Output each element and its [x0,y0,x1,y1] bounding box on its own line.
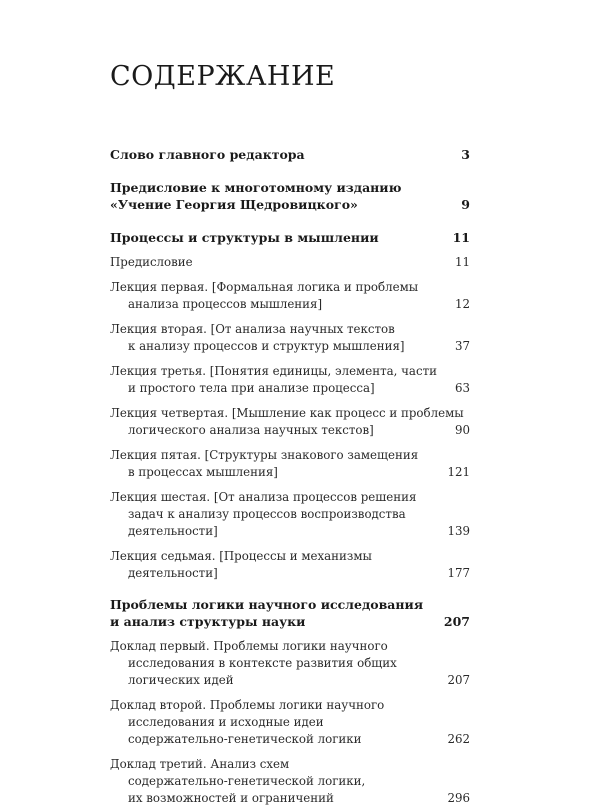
toc-page-number: 37 [454,339,470,353]
toc-page-number: 9 [461,197,470,212]
toc-entry[interactable] [110,279,470,313]
toc-entry[interactable] [110,363,470,397]
toc-entry-line: в процессах мышления] [128,465,278,479]
toc-entry-line: и простого тела при анализе процесса] [128,381,375,395]
toc-entry-title [110,146,410,163]
toc-entry-line: анализа процессов мышления] [128,297,323,311]
toc-entry-line: и анализ структуры науки [110,614,306,629]
toc-entry-title [110,363,437,397]
toc-entry-line: задач к анализу процессов воспроизводства [128,507,406,521]
toc-page-number: 262 [447,732,470,746]
toc-entry-title [110,179,410,213]
toc-entry-line: Лекция третья. [Понятия единицы, элемента, части [110,364,437,378]
toc-entry-line: Процессы и структуры в мышлении [110,230,379,245]
toc-entry-title [110,279,419,313]
toc-entry-line: Доклад второй. Проблемы логики научного [110,698,385,712]
toc-entry-title [110,489,417,540]
toc-entry-line: Лекция пятая. [Структуры знакового замещения [110,448,419,462]
toc-page-number: 177 [447,566,470,580]
toc-page-number: 63 [454,381,470,395]
toc-entry-line: Лекция седьмая. [Процессы и механизмы [110,549,372,563]
toc-entry-line: Доклад первый. Проблемы логики научного [110,639,388,653]
toc-entry-line: деятельности] [128,524,218,538]
toc-entry-line: деятельности] [128,566,218,580]
toc-entry-line: Лекция первая. [Формальная логика и проблемы [110,280,419,294]
toc-entry[interactable] [110,321,470,355]
toc-entry-title [110,447,419,481]
toc-entry-line: Слово главного редактора [110,147,305,162]
toc-page-number: 3 [461,147,470,162]
toc-page [110,0,470,805]
toc-entry[interactable] [110,548,470,582]
toc-entry-line: «Учение Георгия Щедровицкого» [110,197,358,212]
toc-entry[interactable] [110,179,470,213]
toc-entry-title [110,596,424,630]
toc-entry[interactable] [110,638,470,689]
toc-page-number: 11 [452,230,470,245]
toc-entry-title [110,321,410,355]
toc-entry-line: к анализу процессов и структур мышления] [128,339,405,353]
toc-entry-line: логического анализа научных текстов] [128,423,374,437]
toc-entry-title [110,548,410,582]
toc-page-number: 11 [454,255,470,269]
toc-entry[interactable] [110,489,470,540]
toc-entry-line: Лекция вторая. [От анализа научных текстов [110,322,395,336]
toc-entry-line: содержательно-генетической логики, [128,774,366,788]
toc-entry[interactable] [110,229,470,246]
toc-page-number: 139 [447,524,470,538]
toc-page-number: 207 [447,673,470,687]
toc-entry-line: Доклад третий. Анализ схем [110,757,290,771]
toc-entry-title [110,638,410,689]
toc-entry[interactable] [110,146,470,163]
page-title: СОДЕРЖАНИЕ [110,61,336,92]
toc-page-number: 12 [454,297,470,311]
toc-page-number: 90 [454,423,470,437]
toc-entry-line: Проблемы логики научного исследования [110,597,424,612]
toc-entry[interactable] [110,405,470,439]
toc-entry-title [110,756,410,807]
toc-entry[interactable] [110,697,470,748]
toc-entry-line: логических идей [128,673,234,687]
toc-entry[interactable] [110,596,470,630]
toc-page-number: 207 [443,614,470,629]
toc-entry-line: исследования и исходные идеи [128,715,324,729]
toc-entry-title [110,229,410,246]
toc-entry-line: содержательно-генетической логики [128,732,362,746]
toc-entry[interactable] [110,756,470,807]
toc-entry[interactable] [110,254,470,271]
toc-entry-line: Предисловие к многотомному изданию [110,180,402,195]
toc-entry-line: Лекция шестая. [От анализа процессов решения [110,490,417,504]
toc-entry[interactable] [110,447,470,481]
toc-entry-line: Лекция четвертая. [Мышление как процесс и проблемы [110,406,464,420]
toc-entry-title [110,254,410,271]
toc-entry-title [110,697,410,748]
toc-entry-line: Предисловие [110,255,193,269]
toc-page-number: 121 [447,465,470,479]
toc-entry-line: их возможностей и ограничений [128,791,334,805]
table-of-contents [110,146,470,807]
toc-page-number: 296 [447,791,470,805]
toc-entry-line: исследования в контексте развития общих [128,656,397,670]
